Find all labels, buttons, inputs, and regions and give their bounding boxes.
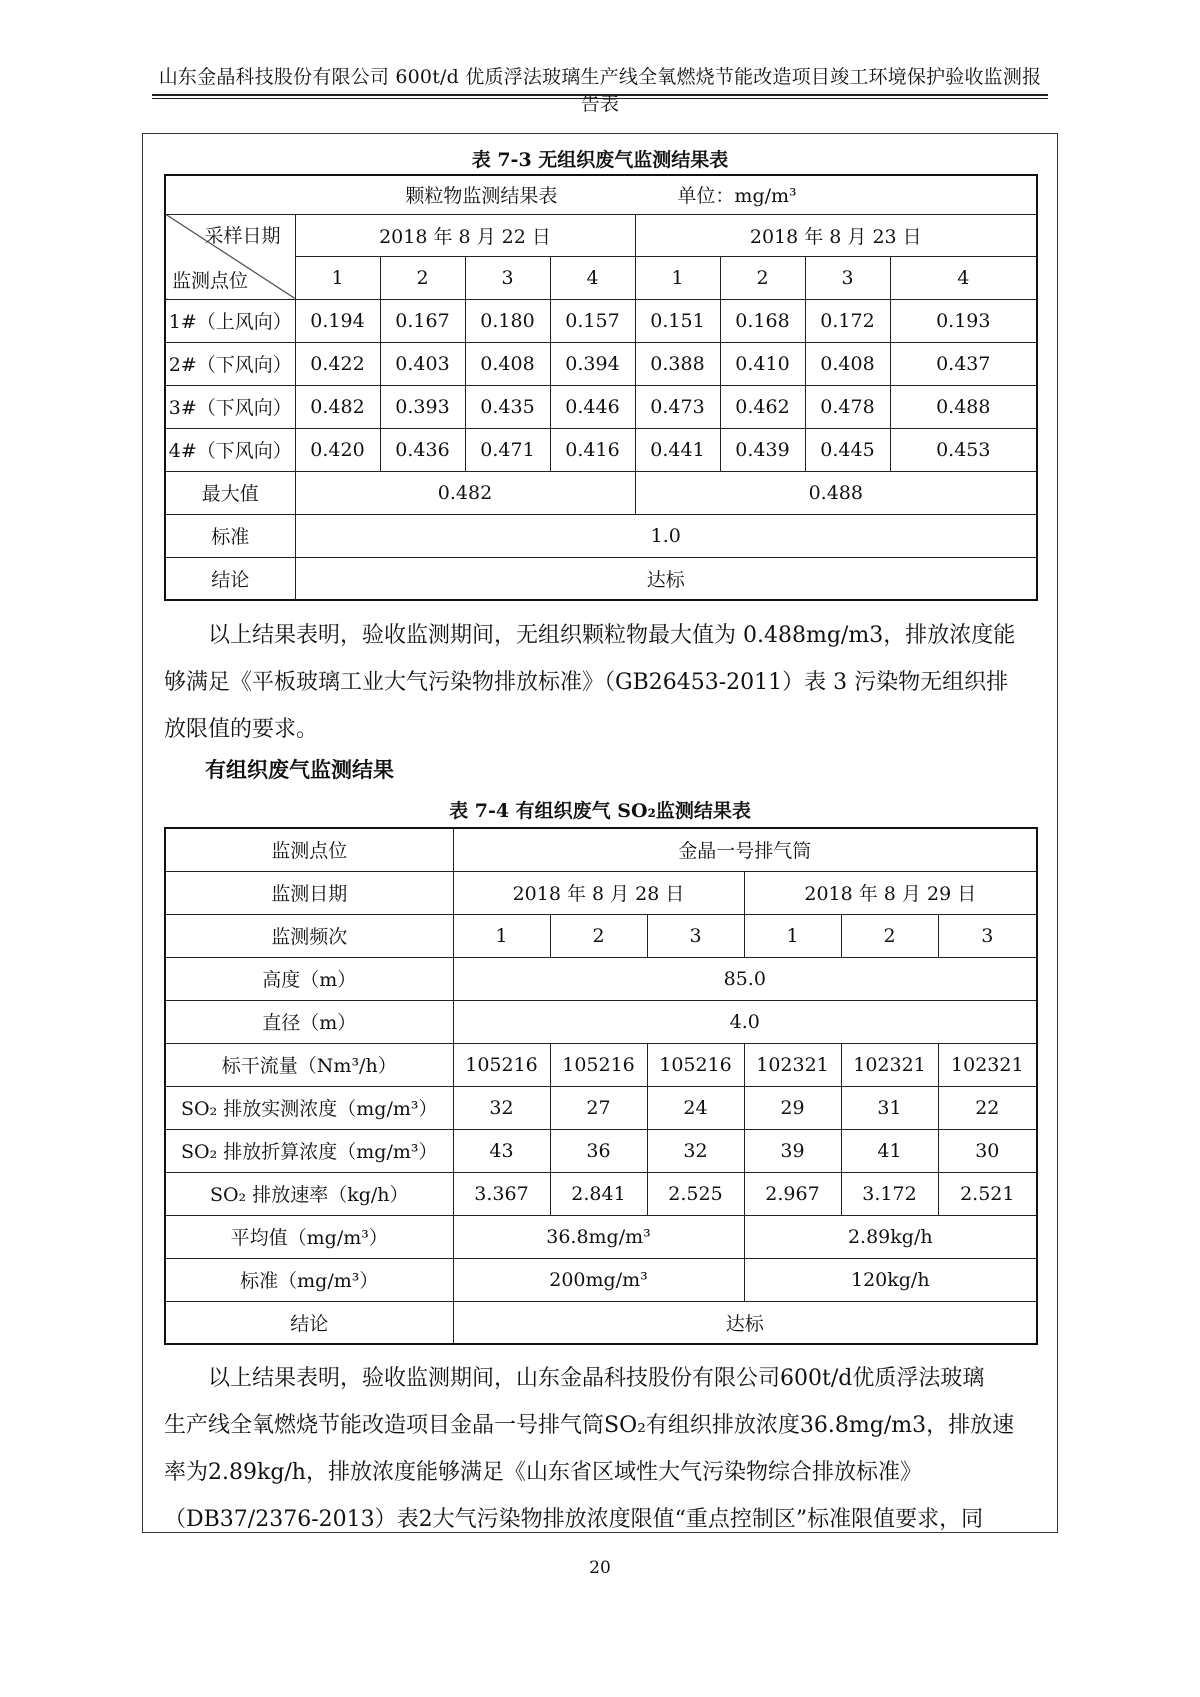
value-cell: 24 bbox=[647, 1086, 744, 1129]
value-cell: 0.482 bbox=[295, 385, 380, 428]
paragraph-line: 够满足《平板玻璃工业大气污染物排放标准》（GB26453-2011）表 3 污染物无组织排 bbox=[164, 670, 1009, 695]
diag-bottom-label: 监测点位 bbox=[172, 269, 249, 292]
fugitive-particulate-table bbox=[164, 174, 1038, 601]
table-row bbox=[165, 299, 1037, 342]
row-label: 3#（下风向） bbox=[165, 385, 295, 428]
date-cell: 2018 年 8 月 22 日 bbox=[295, 214, 635, 257]
value-cell: 105216 bbox=[647, 1043, 744, 1086]
value-cell: 36 bbox=[550, 1129, 647, 1172]
value-cell: 41 bbox=[841, 1129, 938, 1172]
value-cell: 0.408 bbox=[805, 342, 890, 385]
table-row bbox=[165, 1215, 1037, 1258]
value-cell: 0.194 bbox=[295, 299, 380, 342]
run-cell: 4 bbox=[890, 257, 1037, 300]
value-cell: 0.488 bbox=[890, 385, 1037, 428]
table-row bbox=[165, 1043, 1037, 1086]
height-value-cell: 85.0 bbox=[453, 957, 1037, 1000]
value-cell: 0.441 bbox=[635, 428, 720, 471]
row-label: SO₂ 排放速率（kg/h） bbox=[165, 1172, 453, 1215]
value-cell: 22 bbox=[938, 1086, 1037, 1129]
run-cell: 4 bbox=[550, 257, 635, 300]
value-cell: 102321 bbox=[841, 1043, 938, 1086]
max-value-cell: 0.482 bbox=[295, 471, 635, 514]
value-cell: 39 bbox=[744, 1129, 841, 1172]
value-cell: 32 bbox=[453, 1086, 550, 1129]
standard-value-cell: 1.0 bbox=[295, 514, 1037, 557]
value-cell: 0.180 bbox=[465, 299, 550, 342]
avg-value-cell: 36.8mg/m³ bbox=[453, 1215, 744, 1258]
run-cell: 2 bbox=[380, 257, 465, 300]
run-cell: 3 bbox=[647, 914, 744, 957]
value-cell: 0.436 bbox=[380, 428, 465, 471]
value-cell: 0.167 bbox=[380, 299, 465, 342]
value-cell: 105216 bbox=[453, 1043, 550, 1086]
max-row bbox=[165, 471, 1037, 514]
value-cell: 29 bbox=[744, 1086, 841, 1129]
value-cell: 0.478 bbox=[805, 385, 890, 428]
conclusion-value-cell: 达标 bbox=[295, 557, 1037, 600]
table-row bbox=[165, 1172, 1037, 1215]
paragraph-line: 率为2.89kg/h，排放浓度能够满足《山东省区域性大气污染物综合排放标准》 bbox=[164, 1460, 922, 1485]
value-cell: 2.841 bbox=[550, 1172, 647, 1215]
table-date-row bbox=[165, 214, 1037, 257]
table-row bbox=[165, 871, 1037, 914]
avg-value-cell: 2.89kg/h bbox=[744, 1215, 1037, 1258]
diag-top-label: 采样日期 bbox=[204, 224, 281, 247]
report-header: 山东金晶科技股份有限公司 600t/d 优质浮法玻璃生产线全氧燃烧节能改造项目竣工环境保护验收监测报告表 bbox=[158, 66, 1042, 115]
max-value-cell: 0.488 bbox=[635, 471, 1037, 514]
value-cell: 0.445 bbox=[805, 428, 890, 471]
value-cell: 0.422 bbox=[295, 342, 380, 385]
table-row bbox=[165, 342, 1037, 385]
run-cell: 1 bbox=[744, 914, 841, 957]
value-cell: 102321 bbox=[938, 1043, 1037, 1086]
value-cell: 0.393 bbox=[380, 385, 465, 428]
table-title-row bbox=[165, 175, 1037, 214]
value-cell: 32 bbox=[647, 1129, 744, 1172]
header-rule bbox=[152, 94, 1048, 96]
table-row bbox=[165, 1301, 1037, 1344]
std-value-cell: 120kg/h bbox=[744, 1258, 1037, 1301]
value-cell: 0.193 bbox=[890, 299, 1037, 342]
section-subheading: 有组织废气监测结果 bbox=[205, 757, 394, 782]
table-row bbox=[165, 1258, 1037, 1301]
row-label: 结论 bbox=[165, 557, 295, 600]
value-cell: 3.367 bbox=[453, 1172, 550, 1215]
value-cell: 2.521 bbox=[938, 1172, 1037, 1215]
page-number: 20 bbox=[589, 1558, 611, 1578]
row-label: 平均值（mg/m³） bbox=[165, 1215, 453, 1258]
paragraph-line: 以上结果表明，验收监测期间，无组织颗粒物最大值为 0.488mg/m3，排放浓度能 bbox=[208, 623, 1016, 648]
conclusion-row bbox=[165, 557, 1037, 600]
paragraph-line: （DB37/2376-2013）表2大气污染物排放浓度限值“重点控制区”标准限值要求，同 bbox=[164, 1507, 984, 1532]
std-value-cell: 200mg/m³ bbox=[453, 1258, 744, 1301]
value-cell: 2.525 bbox=[647, 1172, 744, 1215]
value-cell: 0.151 bbox=[635, 299, 720, 342]
value-cell: 0.408 bbox=[465, 342, 550, 385]
value-cell: 0.388 bbox=[635, 342, 720, 385]
date-cell: 2018 年 8 月 23 日 bbox=[635, 214, 1037, 257]
row-label: 最大值 bbox=[165, 471, 295, 514]
table-row bbox=[165, 957, 1037, 1000]
standard-row bbox=[165, 514, 1037, 557]
value-cell: 27 bbox=[550, 1086, 647, 1129]
date-cell: 2018 年 8 月 29 日 bbox=[744, 871, 1037, 914]
paragraph-fugitive-result bbox=[164, 612, 1064, 753]
value-cell: 0.453 bbox=[890, 428, 1037, 471]
value-cell: 0.172 bbox=[805, 299, 890, 342]
date-cell: 2018 年 8 月 28 日 bbox=[453, 871, 744, 914]
run-cell: 3 bbox=[465, 257, 550, 300]
table-row bbox=[165, 914, 1037, 957]
value-cell: 0.420 bbox=[295, 428, 380, 471]
value-cell: 105216 bbox=[550, 1043, 647, 1086]
row-label: 4#（下风向） bbox=[165, 428, 295, 471]
table-row bbox=[165, 1000, 1037, 1043]
value-cell: 0.416 bbox=[550, 428, 635, 471]
table-subtitle-cell bbox=[165, 175, 1037, 214]
row-label: 1#（上风向） bbox=[165, 299, 295, 342]
value-cell: 3.172 bbox=[841, 1172, 938, 1215]
paragraph-line: 以上结果表明，验收监测期间，山东金晶科技股份有限公司600t/d优质浮法玻璃 bbox=[208, 1366, 985, 1391]
run-cell: 1 bbox=[453, 914, 550, 957]
table-subtitle: 颗粒物监测结果表 bbox=[405, 185, 558, 208]
table-7-3-caption: 表 7-3 无组织废气监测结果表 bbox=[471, 149, 729, 171]
run-cell: 2 bbox=[720, 257, 805, 300]
run-cell: 2 bbox=[550, 914, 647, 957]
paragraph-stack-result bbox=[164, 1355, 1064, 1543]
row-label: 2#（下风向） bbox=[165, 342, 295, 385]
point-value-cell: 金晶一号排气筒 bbox=[453, 828, 1037, 871]
row-label: 标干流量（Nm³/h） bbox=[165, 1043, 453, 1086]
table-7-4-caption: 表 7-4 有组织废气 SO₂监测结果表 bbox=[449, 800, 751, 822]
value-cell: 0.446 bbox=[550, 385, 635, 428]
row-label: 监测点位 bbox=[165, 828, 453, 871]
table-row bbox=[165, 428, 1037, 471]
row-label: 监测日期 bbox=[165, 871, 453, 914]
run-cell: 2 bbox=[841, 914, 938, 957]
row-label: 监测频次 bbox=[165, 914, 453, 957]
value-cell: 0.435 bbox=[465, 385, 550, 428]
row-label: SO₂ 排放实测浓度（mg/m³） bbox=[165, 1086, 453, 1129]
value-cell: 31 bbox=[841, 1086, 938, 1129]
table-row bbox=[165, 1129, 1037, 1172]
table-unit: 单位：mg/m³ bbox=[677, 185, 797, 208]
value-cell: 102321 bbox=[744, 1043, 841, 1086]
value-cell: 2.967 bbox=[744, 1172, 841, 1215]
stack-so2-table bbox=[164, 827, 1038, 1345]
table-run-row bbox=[165, 257, 1037, 300]
run-cell: 1 bbox=[295, 257, 380, 300]
row-label: 直径（m） bbox=[165, 1000, 453, 1043]
row-label: 标准（mg/m³） bbox=[165, 1258, 453, 1301]
run-cell: 3 bbox=[938, 914, 1037, 957]
value-cell: 30 bbox=[938, 1129, 1037, 1172]
value-cell: 0.473 bbox=[635, 385, 720, 428]
run-cell: 1 bbox=[635, 257, 720, 300]
diagonal-header-cell bbox=[165, 214, 295, 299]
table-row bbox=[165, 385, 1037, 428]
value-cell: 0.471 bbox=[465, 428, 550, 471]
diameter-value-cell: 4.0 bbox=[453, 1000, 1037, 1043]
row-label: 高度（m） bbox=[165, 957, 453, 1000]
row-label: SO₂ 排放折算浓度（mg/m³） bbox=[165, 1129, 453, 1172]
row-label: 结论 bbox=[165, 1301, 453, 1344]
run-cell: 3 bbox=[805, 257, 890, 300]
value-cell: 43 bbox=[453, 1129, 550, 1172]
paragraph-line: 生产线全氧燃烧节能改造项目金晶一号排气筒SO₂有组织排放浓度36.8mg/m3，排放速 bbox=[164, 1413, 1015, 1438]
value-cell: 0.157 bbox=[550, 299, 635, 342]
value-cell: 0.437 bbox=[890, 342, 1037, 385]
value-cell: 0.403 bbox=[380, 342, 465, 385]
value-cell: 0.394 bbox=[550, 342, 635, 385]
table-row bbox=[165, 828, 1037, 871]
row-label: 标准 bbox=[165, 514, 295, 557]
paragraph-line: 放限值的要求。 bbox=[164, 717, 319, 742]
table-row bbox=[165, 1086, 1037, 1129]
value-cell: 0.462 bbox=[720, 385, 805, 428]
header-rule-thin bbox=[152, 98, 1048, 99]
conclusion-value-cell: 达标 bbox=[453, 1301, 1037, 1344]
value-cell: 0.410 bbox=[720, 342, 805, 385]
value-cell: 0.439 bbox=[720, 428, 805, 471]
value-cell: 0.168 bbox=[720, 299, 805, 342]
